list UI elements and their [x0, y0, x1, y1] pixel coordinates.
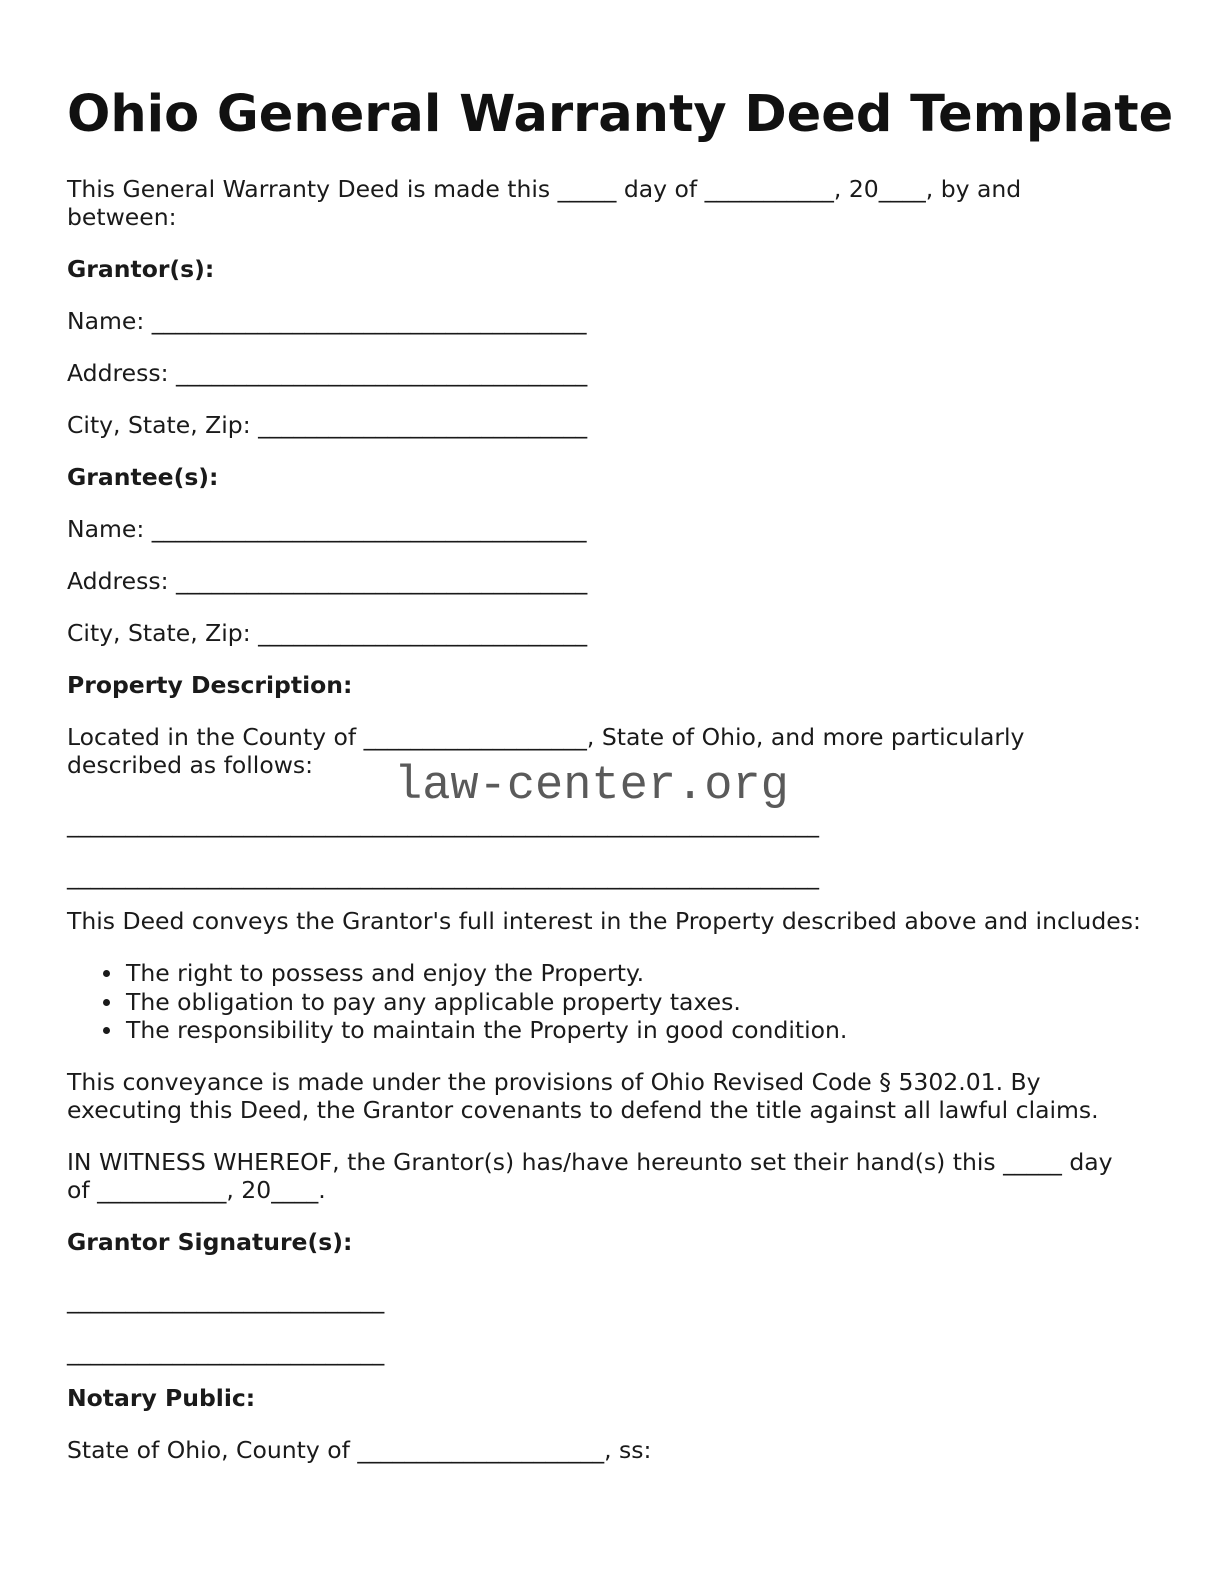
- grantor-name-field: Name: _____________________________________: [67, 307, 587, 335]
- property-line-2: described as follows:: [67, 751, 314, 779]
- list-item: The right to possess and enjoy the Property.: [67, 959, 847, 988]
- signature-line-1: ___________________________: [67, 1286, 385, 1314]
- list-item: The responsibility to maintain the Property in good condition.: [67, 1016, 847, 1045]
- property-line-1: Located in the County of ___________________, State of Ohio, and more particularly: [67, 723, 1025, 751]
- intro-line-1: This General Warranty Deed is made this _____ day of ___________, 20____, by and: [67, 175, 1022, 203]
- grantee-city-field: City, State, Zip: ____________________________: [67, 619, 588, 647]
- notary-county-field: State of Ohio, County of _____________________, ss:: [67, 1436, 652, 1464]
- grantor-city-field: City, State, Zip: ____________________________: [67, 411, 588, 439]
- grantor-heading: Grantor(s):: [67, 255, 215, 283]
- watermark: law-center.org: [394, 760, 789, 813]
- property-blank-line-1: ________________________________________________________________: [67, 810, 819, 838]
- witness-line-2: of ___________, 20____.: [67, 1176, 326, 1204]
- property-blank-line-2: ________________________________________________________________: [67, 862, 819, 890]
- conveyance-line-2: executing this Deed, the Grantor covenants to defend the title against all lawful claims.: [67, 1096, 1099, 1124]
- list-item: The obligation to pay any applicable property taxes.: [67, 988, 847, 1017]
- property-heading: Property Description:: [67, 671, 353, 699]
- notary-heading: Notary Public:: [67, 1384, 256, 1412]
- signatures-heading: Grantor Signature(s):: [67, 1228, 353, 1256]
- conveyance-line-1: This conveyance is made under the provisions of Ohio Revised Code § 5302.01. By: [67, 1068, 1041, 1096]
- conveys-statement: This Deed conveys the Grantor's full interest in the Property described above and includes:: [67, 907, 1141, 935]
- document-title: Ohio General Warranty Deed Template: [67, 85, 1174, 144]
- rights-list: [67, 959, 847, 1045]
- signature-line-2: ___________________________: [67, 1338, 385, 1366]
- intro-line-2: between:: [67, 203, 177, 231]
- grantee-name-field: Name: _____________________________________: [67, 515, 587, 543]
- witness-line-1: IN WITNESS WHEREOF, the Grantor(s) has/have hereunto set their hand(s) this _____ day: [67, 1148, 1113, 1176]
- grantee-address-field: Address: ___________________________________: [67, 567, 588, 595]
- grantee-heading: Grantee(s):: [67, 463, 219, 491]
- grantor-address-field: Address: ___________________________________: [67, 359, 588, 387]
